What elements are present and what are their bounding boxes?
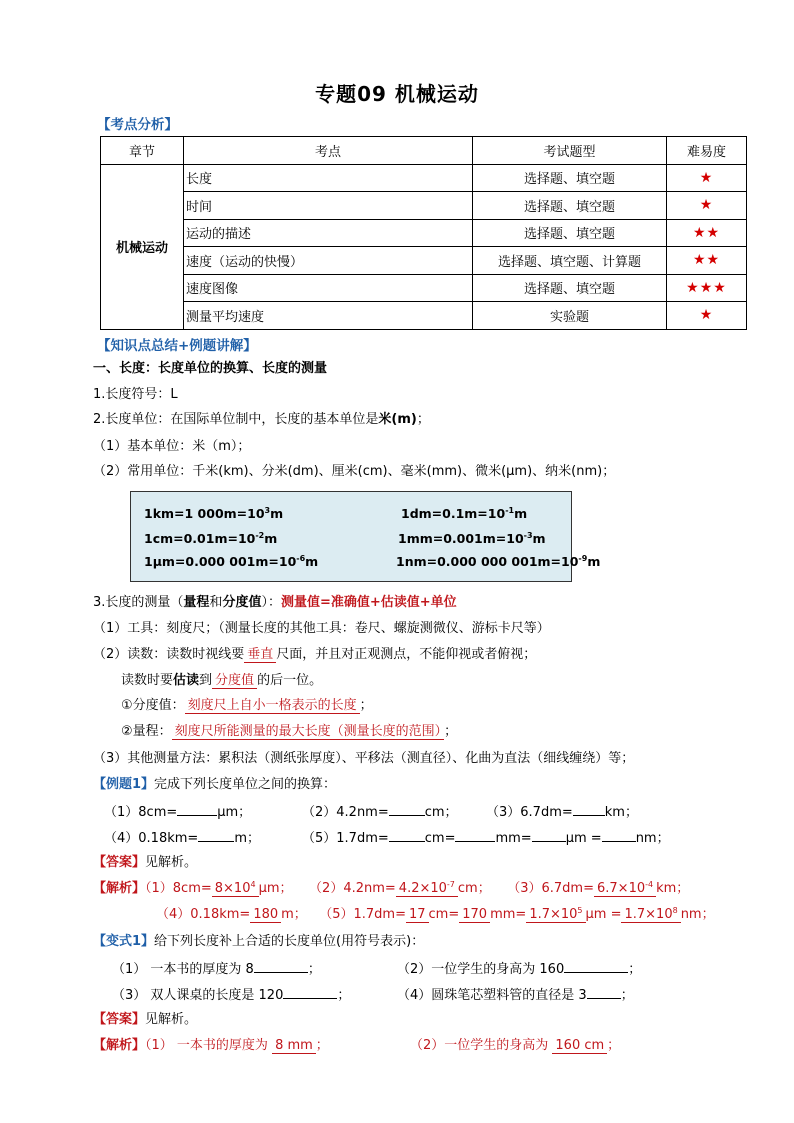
difficulty-stars: ★★★ bbox=[667, 274, 747, 302]
table-header-row bbox=[101, 137, 747, 165]
section-analysis-heading: 【考点分析】 bbox=[97, 117, 178, 133]
common-units-line: （2）常用单位：千米(km)、分米(dm)、厘米(cm)、毫米(mm)、微米(μm)、纳米(nm)； bbox=[93, 464, 616, 479]
example-1-answer: 【答案】见解析。 bbox=[93, 855, 198, 870]
variant-1-answer: 【答案】见解析。 bbox=[93, 1012, 198, 1027]
chapter-cell: 机械运动 bbox=[101, 164, 184, 329]
example-1-solution-row2: （4）0.18km= 180 m； （5）1.7dm= 17 cm= 170 $mm= 1.7\times 10^5$ $\mu m = 1.7\times 10^8$ nm； bbox=[156, 906, 715, 922]
table-row bbox=[101, 302, 747, 330]
text: 2.长度单位：在国际单位制中，长度的基本单位是 bbox=[93, 412, 379, 427]
measurement-heading: 3.长度的测量（量程和分度值）：测量值=准确值+估读值+单位 bbox=[93, 595, 457, 610]
page-title: 专题09 机械运动 bbox=[315, 82, 479, 106]
type-cell: 选择题、填空题 bbox=[473, 164, 667, 192]
type-cell: 选择题、填空题 bbox=[473, 192, 667, 220]
variant-tag: 【变式1】 bbox=[93, 934, 155, 949]
header-chapter: 章节 bbox=[101, 137, 184, 165]
conversion-um: 1μm=0.000 $001m=10^{-6}m$ bbox=[144, 554, 319, 569]
header-type: 考试题型 bbox=[473, 137, 667, 165]
type-cell: 选择题、填空题、计算题 bbox=[473, 247, 667, 275]
estimate-line: 读数时要估读到 分度值 的后一位。 bbox=[121, 673, 323, 688]
difficulty-stars: ★ bbox=[667, 164, 747, 192]
answer-fill: 垂直 bbox=[244, 647, 276, 663]
variant-1-solution: 【解析】（1） 一本书的厚度为 8 mm ； bbox=[93, 1038, 329, 1053]
type-cell: 选择题、填空题 bbox=[473, 274, 667, 302]
table-row bbox=[101, 247, 747, 275]
example-1-row2: （4）0.18km= m； bbox=[104, 828, 260, 848]
length-symbol-line: 1.长度符号：L bbox=[93, 387, 178, 402]
conversion-dm: $1dm=0.1m=10^{-1}m$ bbox=[401, 506, 528, 521]
answer-fill: 刻度尺上自小一格表示的长度 bbox=[185, 698, 360, 714]
conversion-mm: $1mm=0.001m=10^{-3}m$ bbox=[398, 531, 546, 546]
conversion-km: 1km=1 $000m=10^3m$ bbox=[144, 506, 284, 521]
difficulty-stars: ★★ bbox=[667, 219, 747, 247]
table-row bbox=[101, 219, 747, 247]
point-cell: 时间 bbox=[184, 192, 473, 220]
other-methods-line: （3）其他测量方法：累积法（测纸张厚度）、平移法（测直径）、化曲为直法（细线缠绕）等； bbox=[93, 751, 635, 766]
measurement-formula: 测量值=准确值+估读值+单位 bbox=[280, 595, 457, 610]
variant-1-solution-2: （2）一位学生的身高为 160 cm ； bbox=[410, 1038, 621, 1053]
solution-tag: 【解析】 bbox=[93, 1038, 146, 1053]
section-summary-heading: 【知识点总结+例题讲解】 bbox=[97, 338, 257, 354]
variant-1-q2: （2）一位学生的身高为 160 ； bbox=[397, 959, 641, 979]
example-1-row1c: （3）6.7dm= km； bbox=[486, 802, 638, 822]
point-cell: 速度（运动的快慢） bbox=[184, 247, 473, 275]
point-cell: 长度 bbox=[184, 164, 473, 192]
conversion-nm: 1nm=0.000 000 $001m=10^{-9}m$ bbox=[396, 554, 601, 569]
variant-1-q3: （3） 双人课桌的长度是 120 ； bbox=[112, 985, 350, 1005]
answer-tag: 【答案】 bbox=[93, 1012, 146, 1027]
point-cell: 运动的描述 bbox=[184, 219, 473, 247]
type-cell: 实验题 bbox=[473, 302, 667, 330]
basic-unit-line: （1）基本单位：米（m）； bbox=[93, 439, 251, 454]
answer-fill: 刻度尺所能测量的最大长度（测量长度的范围） bbox=[172, 724, 445, 740]
example-1-solution-row1: 【解析】$(1)8cm= 8\times 10^4$ μm； $(2)4.2nm= 4.2\times 10^{-7}$ cm； $(3)6.7dm= 6.7\times 10^{-4}$ km； bbox=[93, 880, 690, 896]
table-row bbox=[101, 192, 747, 220]
example-1-row2b: （5）1.7dm= cm= mm= μm = nm； bbox=[302, 828, 670, 848]
text: ； bbox=[416, 412, 430, 427]
variant-1-q4: （4）圆珠笔芯塑料管的直径是 3 ； bbox=[397, 985, 634, 1005]
solution-tag: 【解析】 bbox=[93, 881, 146, 896]
point-cell: 速度图像 bbox=[184, 274, 473, 302]
difficulty-stars: ★★ bbox=[667, 247, 747, 275]
variant-1-heading: 【变式1】给下列长度补上合适的长度单位(用符号表示)： bbox=[93, 934, 425, 949]
base-unit: 米(m) bbox=[378, 412, 417, 427]
conversion-cm: $1cm=0.01m=10^{-2}m$ bbox=[144, 531, 278, 546]
table-row bbox=[101, 274, 747, 302]
difficulty-stars: ★ bbox=[667, 192, 747, 220]
unit-conversion-box bbox=[130, 491, 601, 582]
tool-line: （1）工具：刻度尺；（测量长度的其他工具：卷尺、螺旋测微仪、游标卡尺等） bbox=[93, 621, 550, 636]
example-1-row1: （1）8cm= μm； bbox=[104, 802, 251, 822]
answer-fill: 分度值 bbox=[212, 673, 257, 689]
reading-line: （2）读数：读数时视线要 垂直 尺面，并且对正观测点，不能仰视或者俯视； bbox=[93, 647, 537, 662]
example-1-row1b: （2）4.2nm= cm； bbox=[302, 802, 458, 822]
length-unit-line bbox=[93, 411, 430, 429]
header-point: 考点 bbox=[184, 137, 473, 165]
example-tag: 【例题1】 bbox=[93, 777, 155, 792]
exam-points-table bbox=[100, 136, 747, 330]
answer-tag: 【答案】 bbox=[93, 855, 146, 870]
example-1-heading: 【例题1】完成下列长度单位之间的换算： bbox=[93, 777, 337, 792]
division-value-line: ①分度值： 刻度尺上自小一格表示的长度 ； bbox=[121, 698, 373, 713]
type-cell: 选择题、填空题 bbox=[473, 219, 667, 247]
table-row bbox=[101, 164, 747, 192]
header-difficulty: 难易度 bbox=[667, 137, 747, 165]
range-line: ②量程： 刻度尺所能测量的最大长度（测量长度的范围） ； bbox=[121, 724, 458, 739]
point-cell: 测量平均速度 bbox=[184, 302, 473, 330]
variant-1-q1: （1） 一本书的厚度为 8 ； bbox=[112, 959, 321, 979]
difficulty-stars: ★ bbox=[667, 302, 747, 330]
topic-heading: 一、长度：长度单位的换算、长度的测量 bbox=[93, 361, 328, 376]
